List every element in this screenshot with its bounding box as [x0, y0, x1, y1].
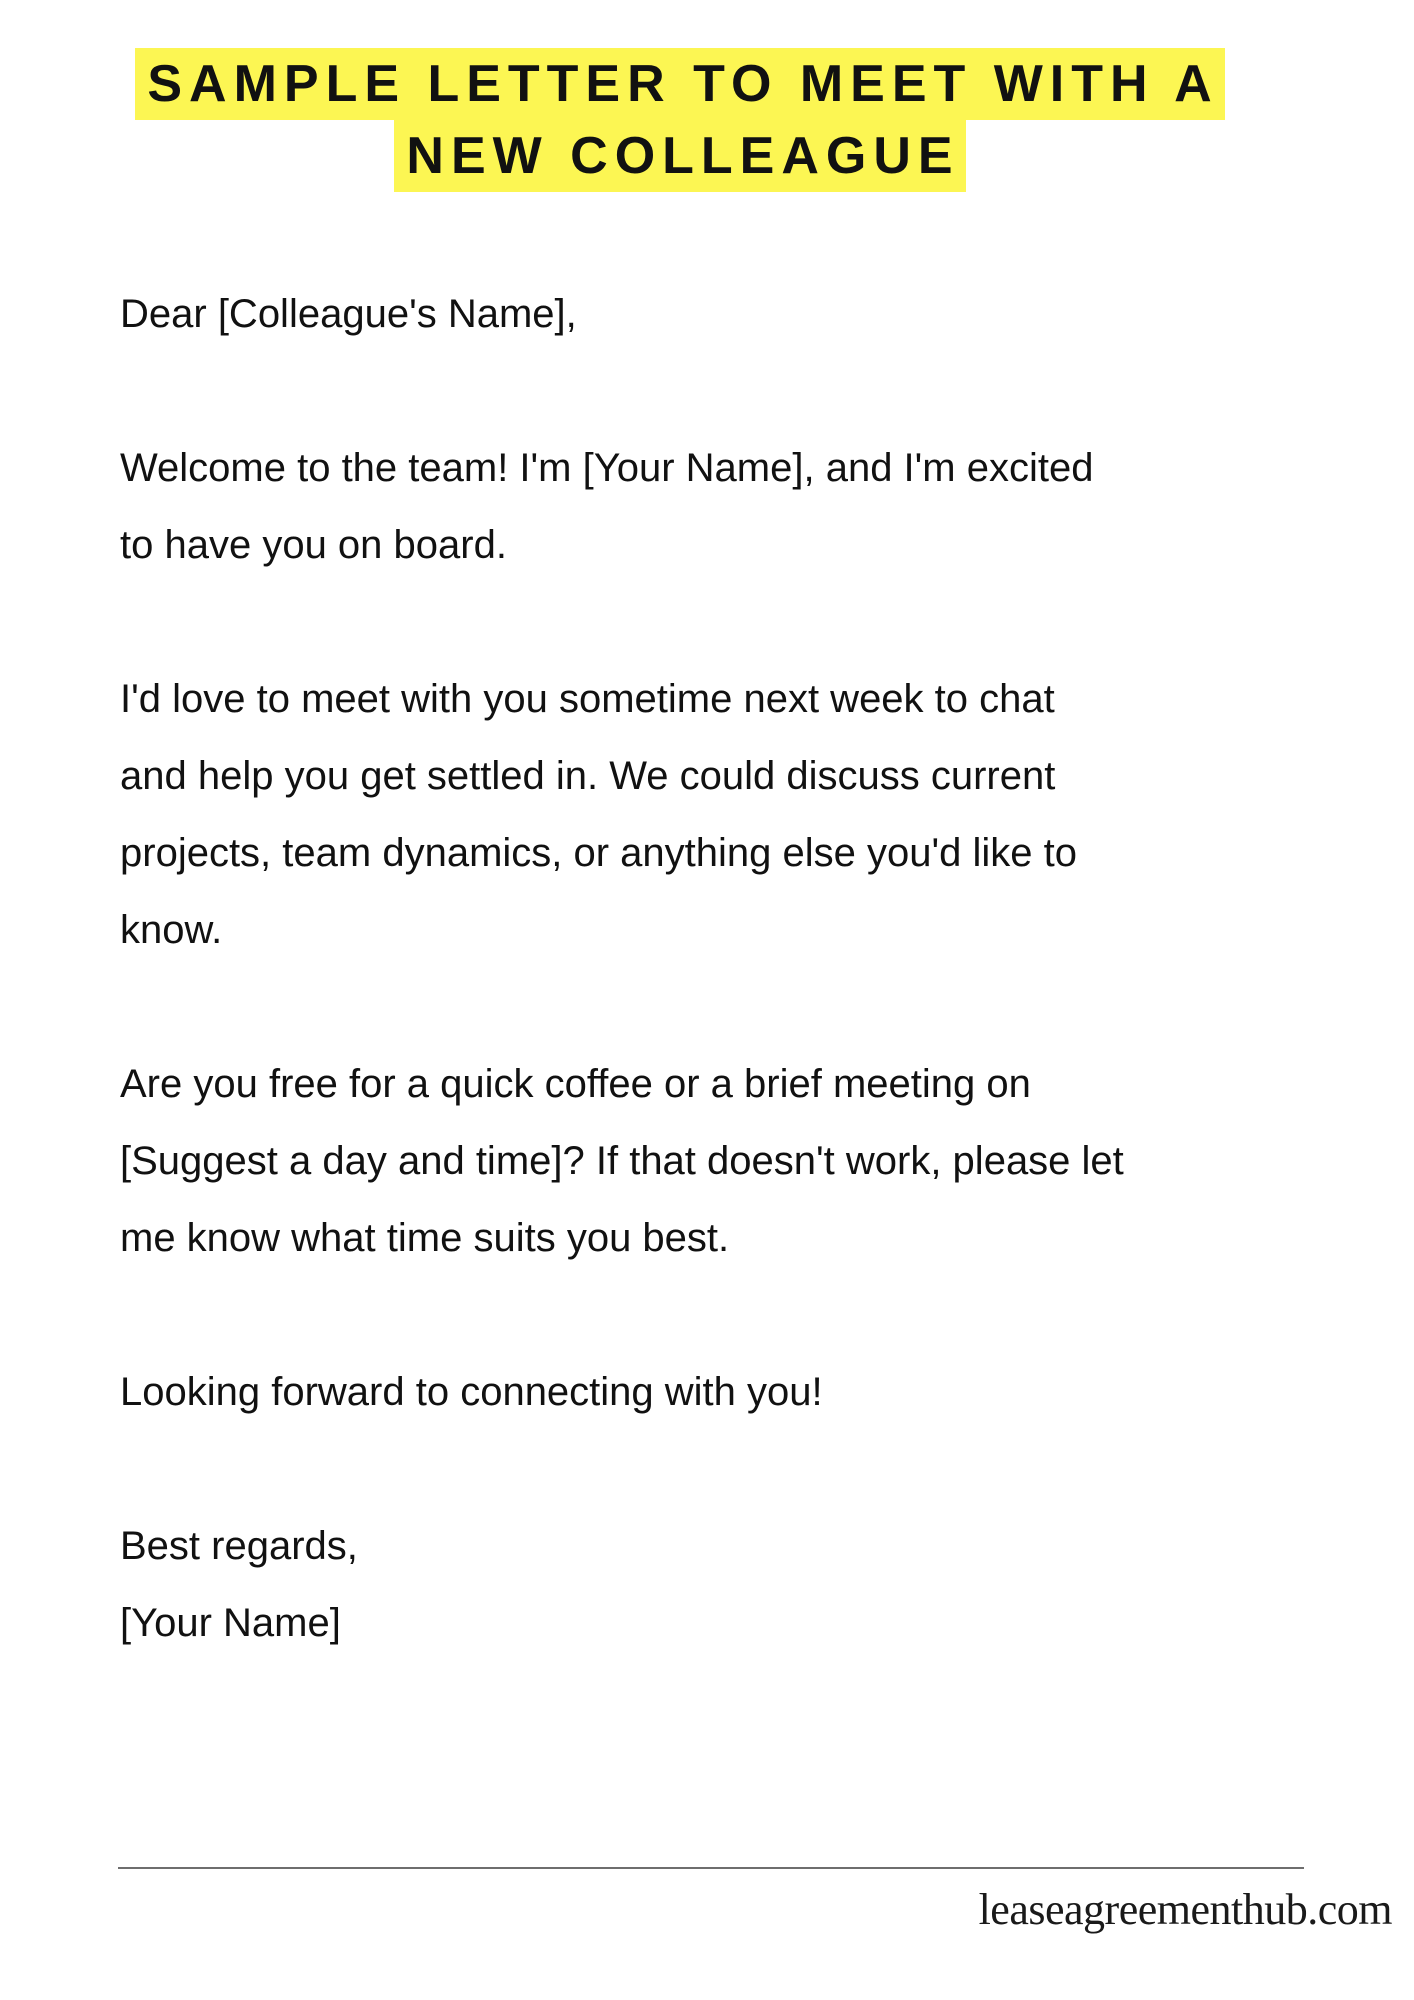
paragraph-line: and help you get settled in. We could discuss current: [120, 754, 1056, 798]
letter-paragraph: [120, 1354, 1360, 1431]
letter-signoff: [120, 1508, 1360, 1662]
document-title: [0, 48, 1360, 192]
title-line-1: SAMPLE LETTER TO MEET WITH A: [135, 48, 1224, 120]
paragraph-line: projects, team dynamics, or anything else you'd like to: [120, 831, 1077, 875]
signature-text: [Your Name]: [120, 1601, 341, 1645]
title-line-2: NEW COLLEAGUE: [394, 120, 965, 192]
paragraph-line: Looking forward to connecting with you!: [120, 1370, 823, 1414]
footer-divider: [118, 1867, 1304, 1869]
paragraph-line: [Suggest a day and time]? If that doesn't work, please let: [120, 1139, 1124, 1183]
paragraph-line: know.: [120, 908, 223, 952]
paragraph-line: Welcome to the team! I'm [Your Name], and I'm excited: [120, 446, 1094, 490]
letter-paragraph: [120, 661, 1360, 969]
paragraph-line: me know what time suits you best.: [120, 1216, 730, 1260]
letter-body: [120, 276, 1360, 1662]
greeting-text: Dear [Colleague's Name],: [120, 292, 577, 336]
letter-paragraph: [120, 430, 1360, 584]
footer-website: leaseagreementhub.com: [978, 1885, 1392, 1934]
letter-greeting: [120, 276, 1360, 353]
letter-paragraph: [120, 1046, 1360, 1277]
paragraph-line: I'd love to meet with you sometime next week to chat: [120, 677, 1055, 721]
paragraph-line: to have you on board.: [120, 523, 507, 567]
closing-text: Best regards,: [120, 1524, 358, 1568]
paragraph-line: Are you free for a quick coffee or a brief meeting on: [120, 1062, 1031, 1106]
